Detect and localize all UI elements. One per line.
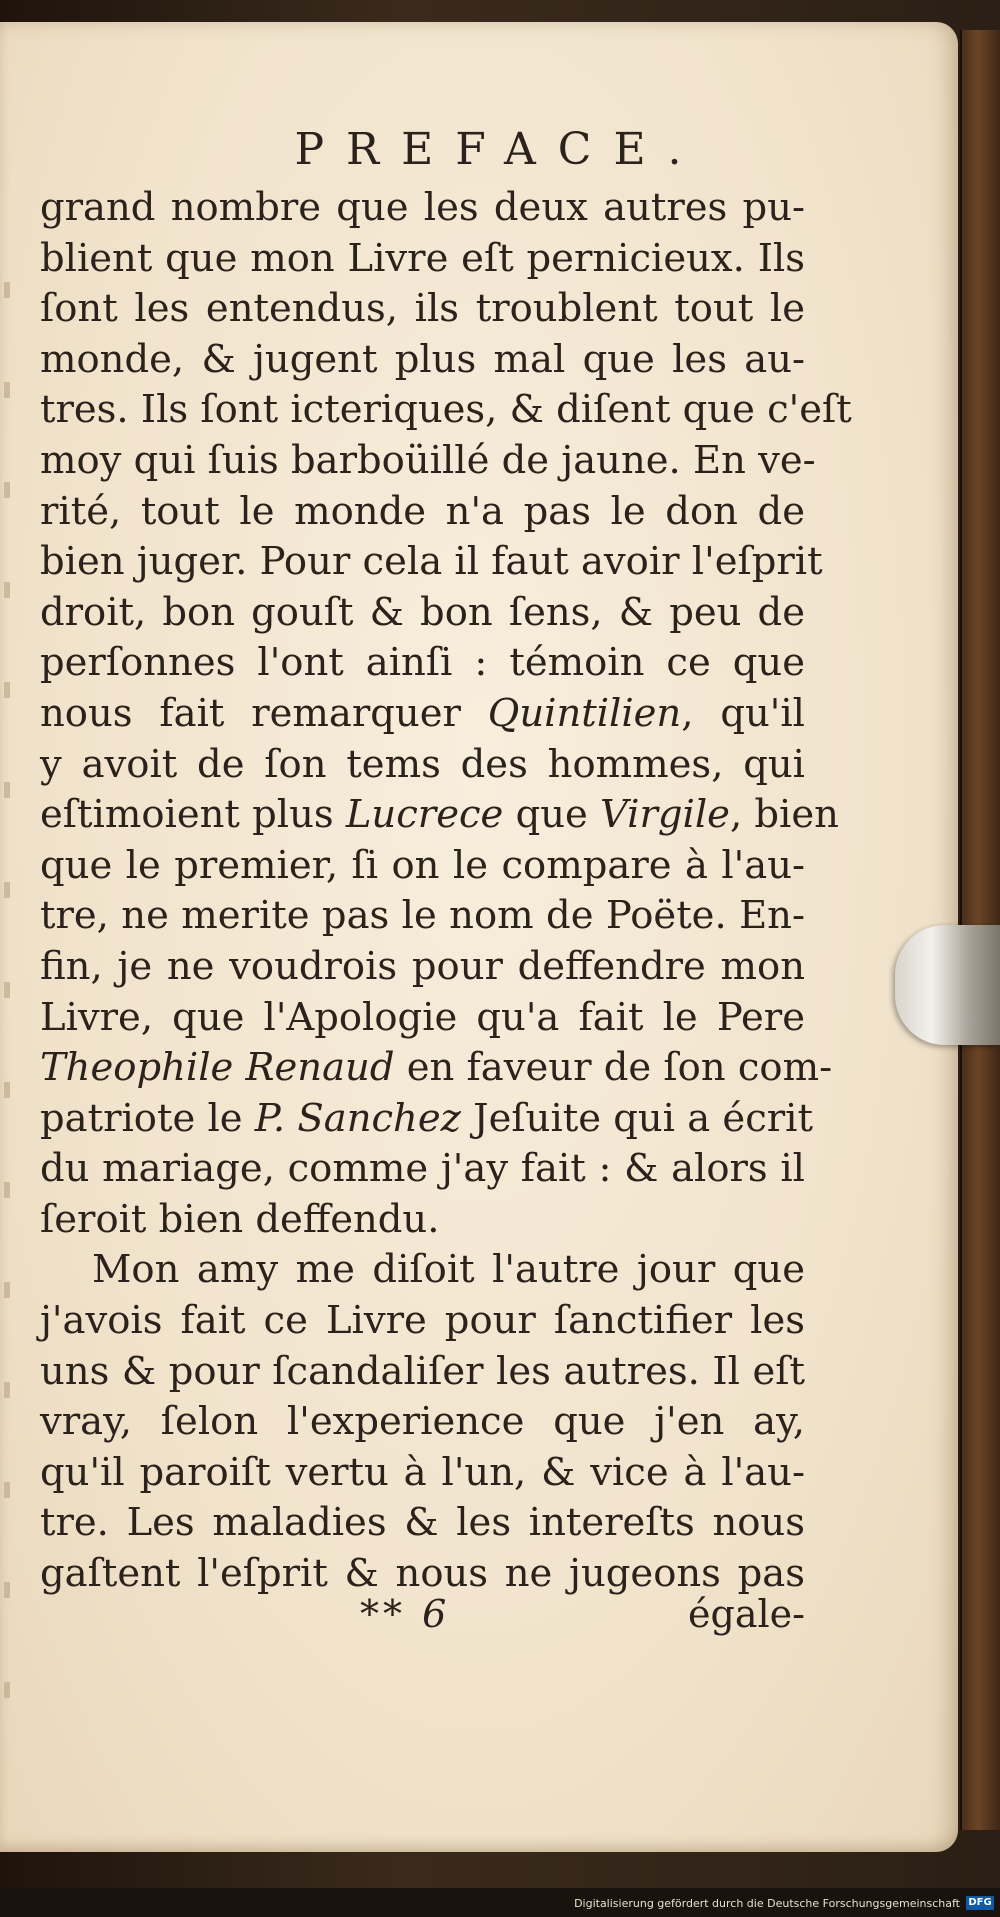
- text-line: [40, 841, 805, 892]
- italic-name: Virgile: [600, 792, 730, 838]
- catchword: égale-: [688, 1592, 805, 1636]
- text-segment: que le premier, ſi on le compare à l'au-: [40, 842, 805, 888]
- italic-name: Lucrece: [345, 792, 504, 838]
- text-segment: tre, ne merite pas le nom de Poëte. En-: [40, 893, 805, 939]
- text-line: [40, 790, 839, 841]
- text-line: [40, 1043, 833, 1094]
- page-clip: [895, 925, 1000, 1045]
- text-segment: vray, ſelon l'experience que j'en ay,: [40, 1399, 805, 1445]
- text-line: [40, 1296, 805, 1347]
- text-segment: perſonnes l'ont ainſi : témoin ce que: [40, 640, 805, 686]
- text-segment: Mon amy me diſoit l'autre jour que: [92, 1247, 805, 1293]
- text-segment: grand nombre que les deux autres pu-: [40, 185, 805, 230]
- text-line: [40, 183, 805, 234]
- text-segment: ſont les entendus, ils troublent tout le: [40, 286, 805, 332]
- text-segment: Jeſuite qui a écrit: [460, 1095, 813, 1141]
- text-segment: uns & pour ſcandaliſer les autres. Il eſt: [40, 1348, 805, 1394]
- text-segment: droit, bon gouſt & bon ſens, & peu de: [40, 589, 805, 635]
- text-segment: rité, tout le monde n'a pas le don de: [40, 488, 805, 534]
- text-segment: , bien: [729, 792, 839, 838]
- text-line: [40, 638, 805, 689]
- text-line: [40, 942, 805, 993]
- text-line: [40, 284, 805, 335]
- text-segment: moy qui ſuis barboüillé de jaune. En ve-: [40, 437, 816, 483]
- italic-name: Quintilien: [487, 690, 682, 736]
- text-line: [40, 1498, 805, 1549]
- text-line: [40, 740, 805, 791]
- page-body-text: [40, 183, 852, 1600]
- text-line: [40, 1144, 805, 1195]
- text-segment: Livre, que l'Apologie qu'a fait le Pere: [40, 994, 805, 1040]
- text-line: [40, 993, 805, 1044]
- text-segment: que: [503, 792, 601, 838]
- signature-mark: ** 6: [360, 1592, 451, 1636]
- text-segment: ſeroit bien deffendu.: [40, 1196, 440, 1242]
- text-line: [40, 385, 852, 436]
- text-segment: gaſtent l'eſprit & nous ne jugeons pas: [40, 1551, 805, 1597]
- page-footer: [360, 1592, 805, 1642]
- text-line: [40, 436, 816, 487]
- text-line: [40, 1397, 805, 1448]
- text-segment: j'avois fait ce Livre pour ſanctifier les: [40, 1298, 805, 1344]
- text-segment: qu'il paroiſt vertu à l'un, & vice à l'au-: [40, 1449, 805, 1495]
- text-segment: tre. Les maladies & les intereſts nous: [40, 1500, 805, 1546]
- text-line: [40, 588, 805, 639]
- text-line: [40, 1245, 805, 1296]
- text-line: [40, 487, 805, 538]
- text-segment: y avoit de ſon tems des hommes, qui: [40, 741, 805, 787]
- text-segment: en faveur de ſon com-: [394, 1045, 833, 1091]
- text-segment: fin, je ne voudrois pour deffendre mon: [40, 943, 805, 989]
- text-segment: eſtimoient plus: [40, 792, 346, 838]
- text-segment: monde, & jugent plus mal que les au-: [40, 336, 805, 382]
- running-head: PREFACE.: [294, 124, 704, 175]
- text-line: [40, 234, 805, 285]
- text-segment: , qu'il: [681, 690, 805, 736]
- italic-name: Theophile Renaud: [40, 1045, 395, 1091]
- text-segment: patriote le: [40, 1095, 255, 1141]
- text-line: [40, 537, 823, 588]
- text-segment: du mariage, comme j'ay fait : & alors il: [40, 1146, 805, 1192]
- page-edge: [4, 242, 10, 1742]
- text-line: [40, 1094, 813, 1145]
- text-segment: bien juger. Pour cela il faut avoir l'eſprit: [40, 539, 823, 585]
- dfg-logo: DFG: [966, 1896, 994, 1910]
- text-line: [40, 891, 805, 942]
- text-line: [40, 1195, 805, 1246]
- italic-name: P. Sanchez: [254, 1095, 461, 1141]
- text-line: [40, 1347, 805, 1398]
- text-segment: tres. Ils ſont icteriques, & diſent que c'eſt: [40, 387, 852, 433]
- text-segment: blient que mon Livre eſt pernicieux. Ils: [40, 235, 805, 281]
- digitization-credit: Digitalisierung gefördert durch die Deutsche Forschungsgemeinschaft: [574, 1897, 960, 1910]
- text-segment: nous fait remarquer: [40, 690, 488, 736]
- text-line: [40, 1448, 805, 1499]
- text-line: [40, 335, 805, 386]
- text-line: [40, 689, 805, 740]
